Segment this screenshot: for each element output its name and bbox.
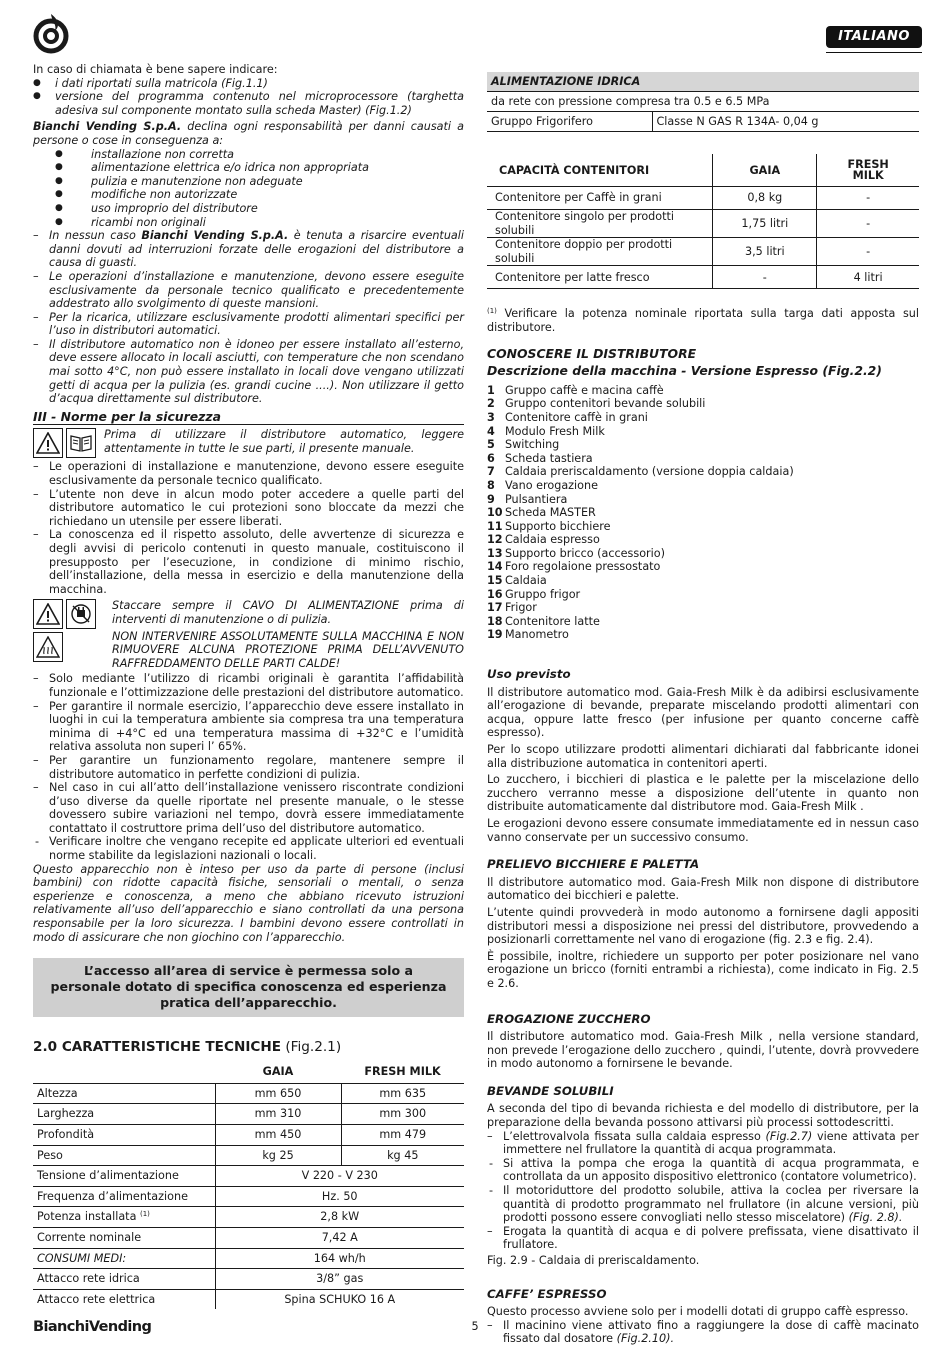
safety-item: – L’utente non deve in alcun modo poter accedere a quelle parti del distributore automatico le cui protezioni sono bloccate da mezzi che richiedano un utensile per essere liberati. — [33, 488, 464, 529]
table-row: Corrente nominale 7,42 A — [33, 1227, 464, 1248]
table-row: Tensione d’alimentazione V 220 - V 230 — [33, 1166, 464, 1187]
paragraph: A seconda del tipo di bevanda richiesta e del modello di distributore, per la preparazione della bevanda possono attivarsi più processi sottodescritti. — [487, 1102, 919, 1130]
table-row: Profondità mm 450 mm 479 — [33, 1125, 464, 1146]
fridge-label: Gruppo Frigorifero — [487, 112, 652, 132]
note: – Il distributore automatico non è idoneo per essere installato all’esterno, deve essere allocato in locali asciutti, con temperature che non scendano mai sotto 4°C, non può essere installato in locali dove vengano utilizzati getti di acqua per la pulizia (es. grandi cucine ....). Non utilizzare il getto d’acqua direttamente sul distributore. — [33, 338, 464, 406]
table-row: Peso kg 25 kg 45 — [33, 1145, 464, 1166]
list-item: 14 Foro regolaione pressostato — [487, 560, 661, 574]
warning-triangle-icon — [33, 428, 63, 458]
table-header-row: GAIA FRESH MILK — [33, 1061, 464, 1084]
list-item: 7 Caldaia preriscaldamento (versione doppia caldaia) — [487, 465, 794, 479]
power-warning — [33, 599, 464, 670]
unplug-icon — [66, 599, 96, 629]
table-row: Altezza mm 650 mm 635 — [33, 1083, 464, 1104]
paragraph: Lo zucchero, i bicchieri di plastica e le palette per la miscelazione dello zucchero verranno messe a disposizione dell’utente in quanto non distribuite automaticamente dal distributore mod. Gaia-Fresh Milk . — [487, 773, 919, 814]
safety-item: – Per garantire un funzionamento regolare, mantenere sempre il distributore automatico in perfette condizioni di pulizia. — [33, 754, 464, 781]
sugar-title: EROGAZIONE ZUCCHERO — [487, 1011, 651, 1026]
hot-parts-warning-text: NON INTERVENIRE ASSOLUTAMENTE SULLA MACCHINA E NON RIMUOVERE ALCUNA PROTEZIONE PRIMA DELL’AVVENUTO RAFFREDDAMENTO DELLE PARTI CALDE! — [112, 629, 464, 670]
safety-item: – Le operazioni di installazione e manutenzione, devono essere eseguite esclusivamente da personale tecnico qualificato. — [33, 460, 464, 487]
parts-list — [487, 384, 919, 642]
list-item: 11 Supporto bicchiere — [487, 519, 611, 533]
children-note: Questo apparecchio non è inteso per uso da parte di persone (inclusi bambini) con ridotte capacità fisiche, sensoriali o mentali, o senza esperienze e conoscenza, a meno che abbiano ricevuto istruzioni relativamente all’uso dell’apparecchio e siano controllati da una persona responsabile per la loro sicurezza. I bambini devono essere controllati in modo di assicurare che non giochino con l’apparecchio. — [33, 862, 464, 944]
table-row: Larghezza mm 310 mm 300 — [33, 1104, 464, 1125]
paragraph: Il distributore automatico mod. Gaia-Fresh Milk non dispone di distributore automatico dei bicchieri e palette. — [487, 875, 919, 903]
tech-specs-table — [33, 1061, 464, 1310]
capacity-table — [487, 154, 919, 289]
table-row: Contenitore doppio per prodotti solubili 3,5 litri - — [487, 238, 919, 266]
know-distributor-title: CONOSCERE IL DISTRIBUTORE — [487, 345, 697, 361]
manual-warning — [33, 428, 464, 458]
water-supply-table — [487, 72, 919, 132]
list-item: 8 Vano erogazione — [487, 478, 598, 492]
list-item: 16 Gruppo frigor — [487, 587, 581, 601]
list-item: – Erogata la quantità di acqua e di polvere prefissata, viene disattivato il frullatore. — [487, 1225, 919, 1252]
paragraph: Il distributore automatico mod. Gaia-Fresh Milk , nella versione standard, non prevede l’erogazione dello zucchero , quindi, l’utente, dovrà provvedere in modo autonomo a fornirsene le bevande. — [487, 1030, 919, 1071]
list-item: - Il motoriduttore del prodotto solubile, attiva la coclea per riversare la quantità di prodotto programmato nel frullatore (in alcune versioni, più prodotti possono essere convogliati nello stesso miscelatore) (Fig. 2.8). — [487, 1184, 919, 1225]
intro-text: In caso di chiamata è bene sapere indicare: — [33, 63, 278, 76]
figure-caption: Fig. 2.9 - Caldaia di preriscaldamento. — [487, 1254, 700, 1267]
table-row: Contenitore per latte fresco - 4 litri — [487, 266, 919, 289]
table-row: Frequenza d’alimentazione Hz. 50 — [33, 1186, 464, 1207]
list-item: 9 Pulsantiera — [487, 492, 568, 506]
list-item: 3 Contenitore caffè in grani — [487, 410, 648, 424]
paragraph: Le erogazioni devono essere consumate immediatamente ed in nessun caso vanno conservate per un successivo consumo. — [487, 816, 919, 844]
table-row: Potenza installata $^{(1)}$ 2,8 kW — [33, 1207, 464, 1228]
tech-specs-title: 2.0 CARATTERISTICHE TECNICHE (Fig.2.1) — [33, 1039, 342, 1056]
list-item: 19 Manometro — [487, 628, 569, 642]
table-row: CONSUMI MEDI: 164 wh/h — [33, 1248, 464, 1269]
footer-brand-logo: BianchiVending — [33, 1319, 152, 1335]
header-rule — [826, 52, 922, 53]
list-item: - Si attiva la pompa che eroga la quantità di acqua programmata, e controllata da un apposito dispositivo elettronico (contatore volumetrico). — [487, 1157, 919, 1184]
safety-item: - Verificare inoltre che vengano recepite ed applicate ulteriori ed eventuali norme stabilite da legislazioni nazionali o locali. — [33, 835, 464, 862]
disclaimer-text: declina ogni responsabilità per danni causati a persone o cose in conseguenza a: — [33, 120, 464, 147]
power-warning-text: Staccare sempre il CAVO DI ALIMENTAZIONE prima di interventi di manutenzione o di pulizia. — [112, 599, 464, 626]
right-column — [487, 72, 919, 1346]
list-item: 2 Gruppo contenitori bevande solubili — [487, 397, 706, 411]
note: – Le operazioni d’installazione e manutenzione, devono essere eseguite esclusivamente da personale tecnico qualificato e precedentemente addestrato allo svolgimento di queste mansioni. — [33, 270, 464, 311]
table-row: Attacco rete elettrica Spina SCHUKO 16 A — [33, 1289, 464, 1309]
disclaimer-item: ● modifiche non autorizzate — [33, 188, 464, 202]
water-supply-title: ALIMENTAZIONE IDRICA — [487, 72, 919, 92]
list-item: 18 Contenitore latte — [487, 614, 600, 628]
table-row: Contenitore singolo per prodotti solubili 1,75 litri - — [487, 210, 919, 238]
power-footnote: $^{(1)}$ Verificare la potenza nominale riportata sulla targa dati apposta sul distributore. — [487, 307, 919, 334]
safety-item: – La conoscenza ed il rispetto assoluto, delle avvertenze di sicurezza e degli avvisi di pericolo contenuti in questo manuale, costituiscono il presupposto per l’esecuzione, in condizione di minimo rischio, dell’installazione, della messa in esercizio e della manutenzione della macchina. — [33, 528, 464, 596]
cups-title: PRELIEVO BICCHIERE E PALETTA — [487, 857, 700, 872]
disclaimer-item: ● uso improprio del distributore — [33, 202, 464, 216]
water-pressure: da rete con pressione compresa tra 0.5 e 6.5 MPa — [487, 92, 919, 112]
service-access-notice: L’accesso all’area di service è permessa solo a personale dotato di specifica conoscenza ed esperienza pratica dell’apparecchio. — [33, 958, 464, 1017]
list-item: 10 Scheda MASTER — [487, 506, 596, 520]
safety-item: – Solo mediante l’utilizzo di ricambi originali è garantita l’affidabilità funzionale e l’ottimizzazione delle prestazioni del distributore automatico. — [33, 672, 464, 699]
espresso-title: CAFFE’ ESPRESSO — [487, 1286, 607, 1301]
table-row: Contenitore per Caffè in grani 0,8 kg - — [487, 187, 919, 210]
company-name: Bianchi Vending S.p.A. — [33, 120, 182, 134]
paragraph: Il distributore automatico mod. Gaia-Fresh Milk è da adibirsi esclusivamente all’erogazione di bevande, preparate miscelando prodotti alimentari con acqua, oppure latte fresco (per infusione per quanto concerne caffè espresso). — [487, 685, 919, 740]
list-item: 13 Supporto bricco (accessorio) — [487, 546, 665, 560]
table-row: Attacco rete idrica 3/8” gas — [33, 1269, 464, 1290]
note: – Per la ricarica, utilizzare esclusivamente prodotti alimentari specifici per l’uso in distributori automatici. — [33, 311, 464, 338]
list-item: 15 Caldaia — [487, 574, 547, 588]
paragraph: L’utente quindi provvederà in modo autonomo a fornirsene dagli appositi distributori messi a disposizione nei pressi del distributore, provvedendo a posizionarli correttamente nel vano di erogazione (fig. 2.3 e fig. 2.4). — [487, 905, 919, 947]
list-item: – Il macinino viene attivato fino a raggiungere la dose di caffè macinato fissato dal dosatore (Fig.2.10). — [487, 1319, 919, 1346]
disclaimer-item: ● installazione non corretta — [33, 148, 464, 162]
intro-item: ● i dati riportati sulla matricola (Fig.1.1) — [33, 77, 464, 91]
list-item: 6 Scheda tastiera — [487, 451, 593, 465]
list-item: 12 Caldaia espresso — [487, 533, 600, 547]
left-column — [33, 63, 464, 1309]
fridge-value: Classe N GAS R 134A- 0,04 g — [652, 112, 919, 132]
table-header-row: CAPACITÀ CONTENITORI GAIA FRESH MILK — [487, 154, 919, 187]
list-item: 5 Switching — [487, 438, 560, 452]
intended-use-title: Uso previsto — [487, 667, 571, 682]
bianchi-flame-logo — [30, 12, 72, 54]
paragraph: È possibile, inoltre, richiedere un supporto per poter posizionare nel vano erogazione un bricco (forniti entrambi a richiesta), come indicato in Fig. 2.5 e 2.6. — [487, 949, 919, 990]
disclaimer — [33, 120, 464, 147]
paragraph: Questo processo avviene solo per i modelli dotati di gruppo caffè espresso. — [487, 1305, 909, 1319]
section-title-safety: III - Norme per la sicurezza — [33, 410, 464, 426]
list-item: 1 Gruppo caffè e macina caffè — [487, 383, 664, 397]
soluble-drinks-title: BEVANDE SOLUBILI — [487, 1083, 614, 1098]
paragraph: Per lo scopo utilizzare prodotti alimentari dichiarati dal fabbricante idonei alla distribuzione automatica in contenitori aperti. — [487, 743, 919, 770]
machine-description-title: Descrizione della macchina - Versione Espresso (Fig.2.2) — [487, 363, 882, 379]
manual-warning-text: Prima di utilizzare il distributore automatico, leggere attentamente in tutte le sue parti, il presente manuale. — [104, 428, 464, 456]
list-item: 17 Frigor — [487, 601, 537, 615]
disclaimer-item: ● alimentazione elettrica e/o idrica non appropriata — [33, 161, 464, 175]
intro-item: ● versione del programma contenuto nel microprocessore (targhetta adesiva sul componente montato sulla scheda Master) (Fig.1.2) — [33, 90, 464, 117]
safety-item: – Per garantire il normale esercizio, l’apparecchio deve essere installato in luoghi in cui la temperatura ambiente sia compresa tra una temperatura minima di +4°C ed una temperatura massima di +32°C e l’umidità relativa assoluta non superi l’ 65%. — [33, 700, 464, 754]
list-item: 4 Modulo Fresh Milk — [487, 424, 605, 438]
safety-item: – Nel caso in cui all’atto dell’installazione venissero riscontrate condizioni d’uso diverse da quelle riportate nel presente manuale, o le stesse dovessero subire variazioni nel tempo, dovrà essere immediatamente contattato il costruttore prima dell’uso del distributore automatico. — [33, 781, 464, 835]
disclaimer-item: ● pulizia e manutenzione non adeguate — [33, 175, 464, 189]
page-number: 5 — [471, 1320, 479, 1333]
disclaimer-item: ● ricambi non originali — [33, 216, 464, 230]
warning-triangle-icon — [33, 599, 63, 629]
hot-surface-icon — [33, 632, 63, 662]
manual-book-icon — [66, 428, 96, 458]
language-badge: ITALIANO — [826, 26, 922, 48]
list-item: – L’elettrovalvola fissata sulla caldaia espresso (Fig.2.7) viene attivata per immettere nel frullatore la quantità di acqua programmata. — [487, 1130, 919, 1157]
note: – In nessun caso Bianchi Vending S.p.A. è tenuta a risarcire eventuali danni dovuti ad interruzioni forzate delle erogazioni del distributore a causa di guasti. — [33, 229, 464, 270]
